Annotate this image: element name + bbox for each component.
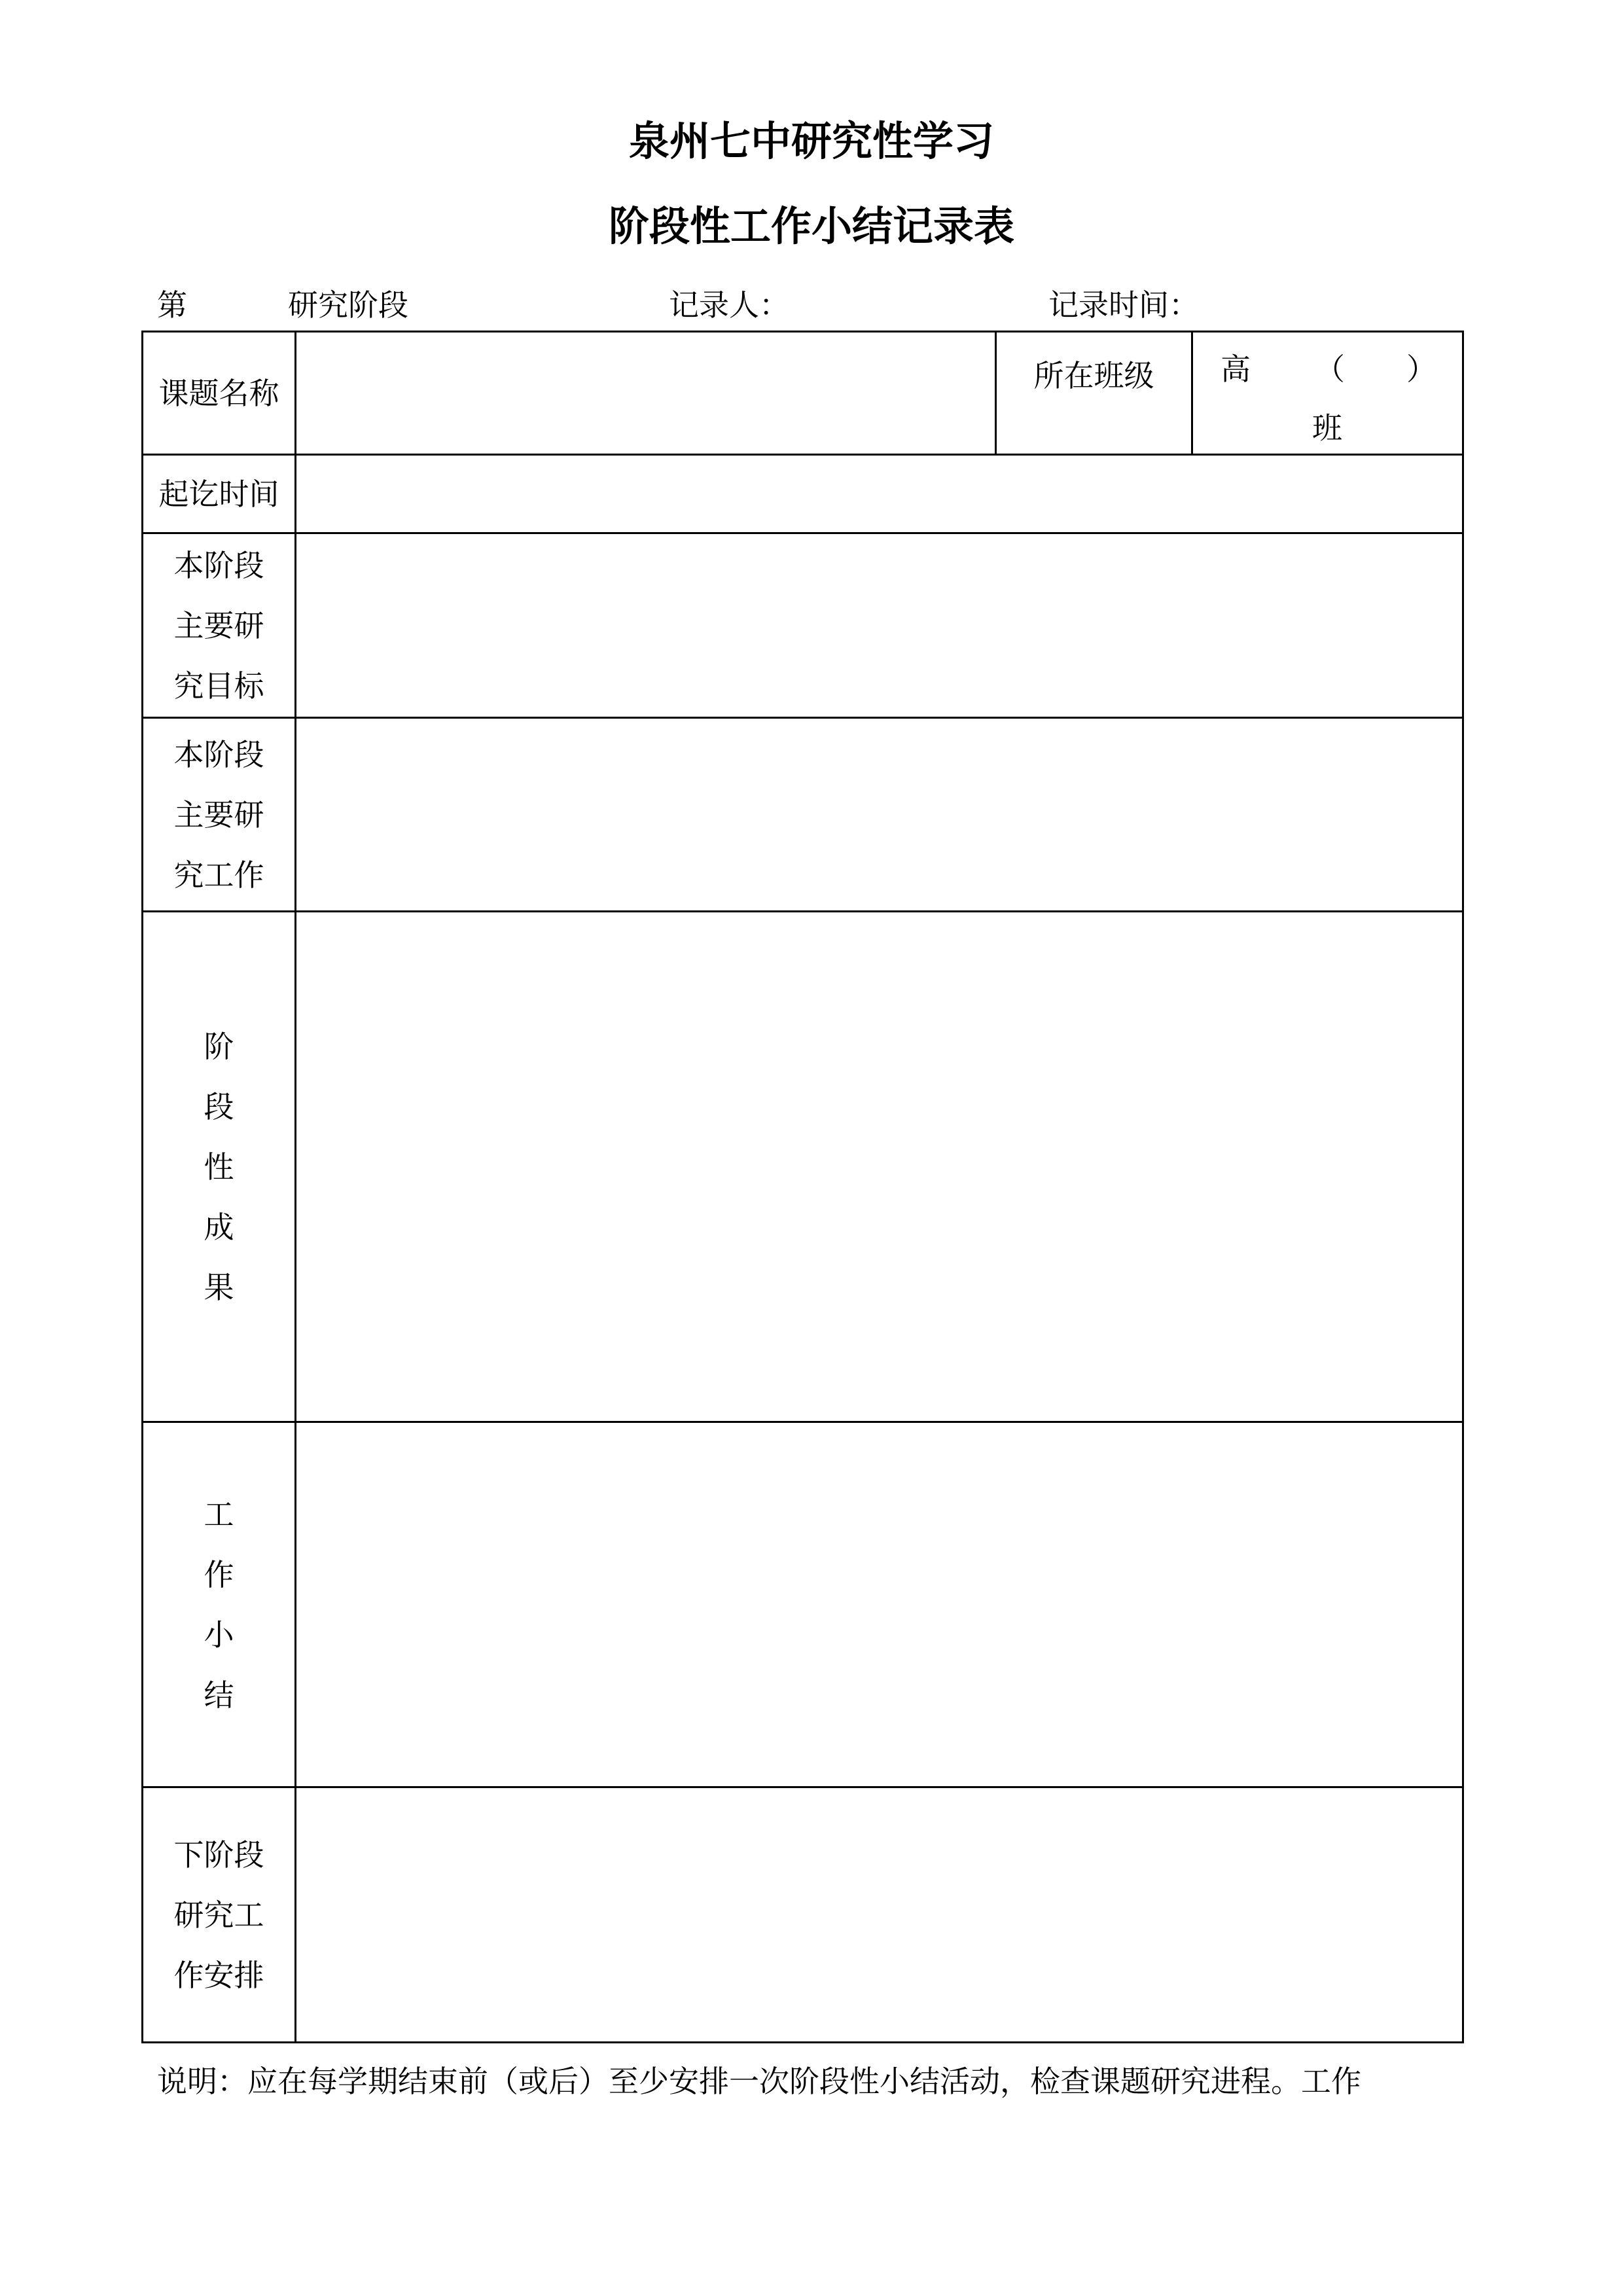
- stage-prefix: 第: [157, 287, 187, 323]
- form-title-line-2: 阶段性工作小结记录表: [608, 202, 1014, 250]
- class-open-paren: （: [1315, 351, 1345, 387]
- work-value[interactable]: [296, 718, 1463, 912]
- form-title-line-1: 泉州七中研究性学习: [628, 117, 994, 165]
- results-label-cell: [143, 912, 296, 1422]
- next-label-cell: [143, 1787, 296, 2043]
- topic-name-value[interactable]: [296, 332, 996, 455]
- results-label: 阶段性成果: [204, 1028, 234, 1305]
- class-label-cell: [996, 332, 1192, 455]
- class-label: 所在班级: [1033, 358, 1154, 393]
- goal-label: 本阶段主要研究目标: [173, 547, 264, 704]
- period-value[interactable]: [296, 455, 1463, 533]
- summary-record-table: [141, 331, 1464, 2043]
- class-grade: 高: [1221, 351, 1251, 387]
- period-label-cell: [143, 455, 296, 533]
- recorder-label: 记录人：: [669, 287, 789, 323]
- topic-name-label: 课题名称: [158, 375, 279, 411]
- topic-name-label-cell: [143, 332, 296, 455]
- stage-suffix: 研究阶段: [288, 287, 408, 323]
- summary-label-cell: [143, 1422, 296, 1787]
- instruction-note: 说明：应在每学期结束前（或后）至少安排一次阶段性小结活动，检查课题研究进程。工作: [157, 2064, 1361, 2099]
- class-close-paren: ）: [1406, 351, 1436, 387]
- class-value-cell[interactable]: [1192, 332, 1463, 455]
- summary-label: 工作小结: [204, 1496, 234, 1713]
- next-label: 下阶段研究工作安排: [173, 1837, 264, 1993]
- goal-value[interactable]: [296, 533, 1463, 718]
- work-label-cell: [143, 718, 296, 912]
- class-suffix: 班: [1312, 410, 1342, 446]
- results-value[interactable]: [296, 912, 1463, 1422]
- next-value[interactable]: [296, 1787, 1463, 2043]
- record-time-label: 记录时间：: [1048, 287, 1199, 323]
- goal-label-cell: [143, 533, 296, 718]
- period-label: 起讫时间: [158, 476, 279, 512]
- work-label: 本阶段主要研究工作: [173, 736, 264, 893]
- summary-value[interactable]: [296, 1422, 1463, 1787]
